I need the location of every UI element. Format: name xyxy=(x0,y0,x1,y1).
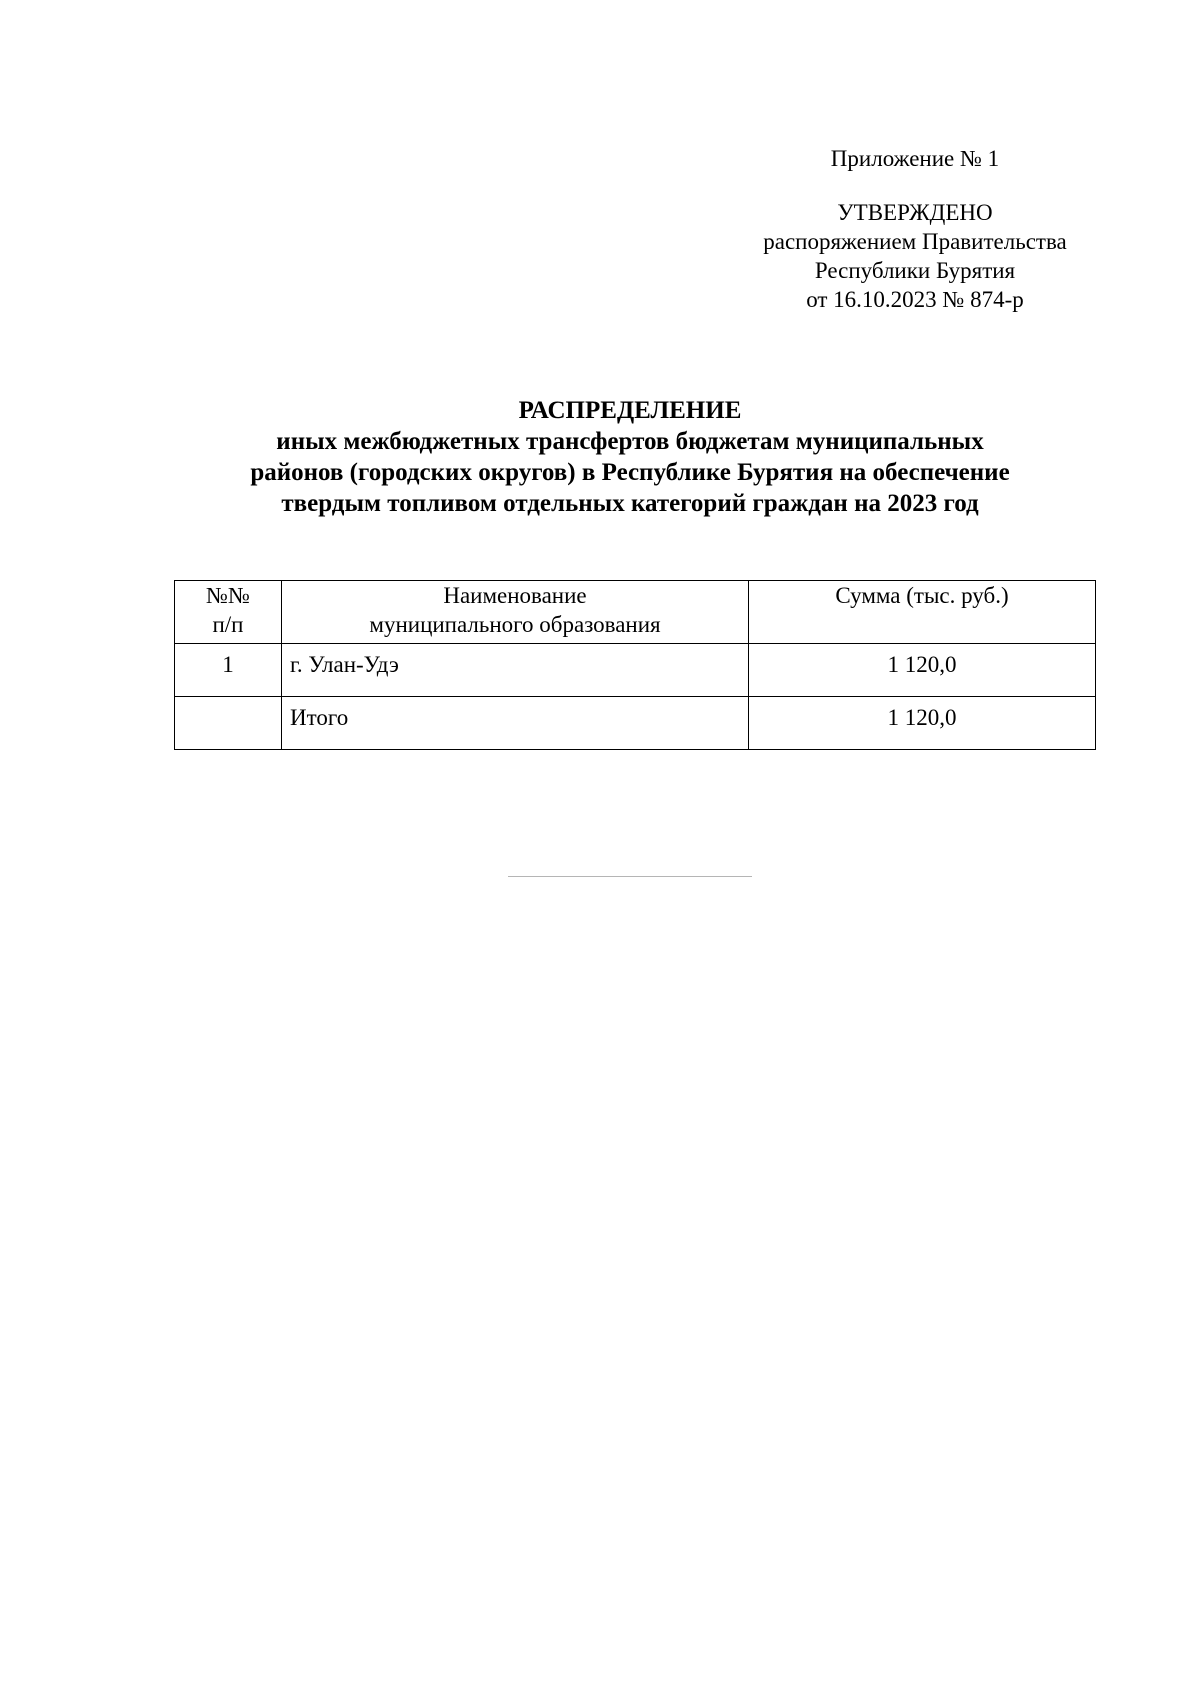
approval-block xyxy=(700,198,1130,314)
distribution-table xyxy=(174,580,1096,750)
title-line-3: твердым топливом отдельных категорий граждан на 2023 год xyxy=(281,490,979,517)
row-sum: 1 120,0 xyxy=(749,644,1096,697)
approval-line-approved: УТВЕРЖДЕНО xyxy=(837,200,993,225)
total-sum: 1 120,0 xyxy=(749,697,1096,750)
header-number xyxy=(175,581,282,644)
document-title xyxy=(160,395,1100,519)
table-row xyxy=(175,644,1096,697)
total-name: Итого xyxy=(282,697,749,750)
header-number-line-1: №№ xyxy=(206,583,250,608)
title-line-1: иных межбюджетных трансфертов бюджетам муниципальных xyxy=(276,428,984,455)
header-sum: Сумма (тыс. руб.) xyxy=(749,581,1096,644)
header-name-line-1: Наименование xyxy=(443,583,587,608)
header-number-line-2: п/п xyxy=(212,612,244,637)
total-number xyxy=(175,697,282,750)
row-number: 1 xyxy=(175,644,282,697)
table-row-total xyxy=(175,697,1096,750)
approval-line-republic: Республики Бурятия xyxy=(814,258,1016,283)
appendix-label: Приложение № 1 xyxy=(830,146,1000,171)
row-name: г. Улан-Удэ xyxy=(282,644,749,697)
header-name-line-2: муниципального образования xyxy=(369,612,661,637)
table-header-row xyxy=(175,581,1096,644)
header-name xyxy=(282,581,749,644)
approval-line-order: распоряжением Правительства xyxy=(763,229,1067,254)
title-main: РАСПРЕДЕЛЕНИЕ xyxy=(518,397,742,424)
separator-line xyxy=(508,876,752,877)
title-line-2: районов (городских округов) в Республике Бурятия на обеспечение xyxy=(250,459,1010,486)
approval-line-date: от 16.10.2023 № 874-р xyxy=(806,287,1024,312)
